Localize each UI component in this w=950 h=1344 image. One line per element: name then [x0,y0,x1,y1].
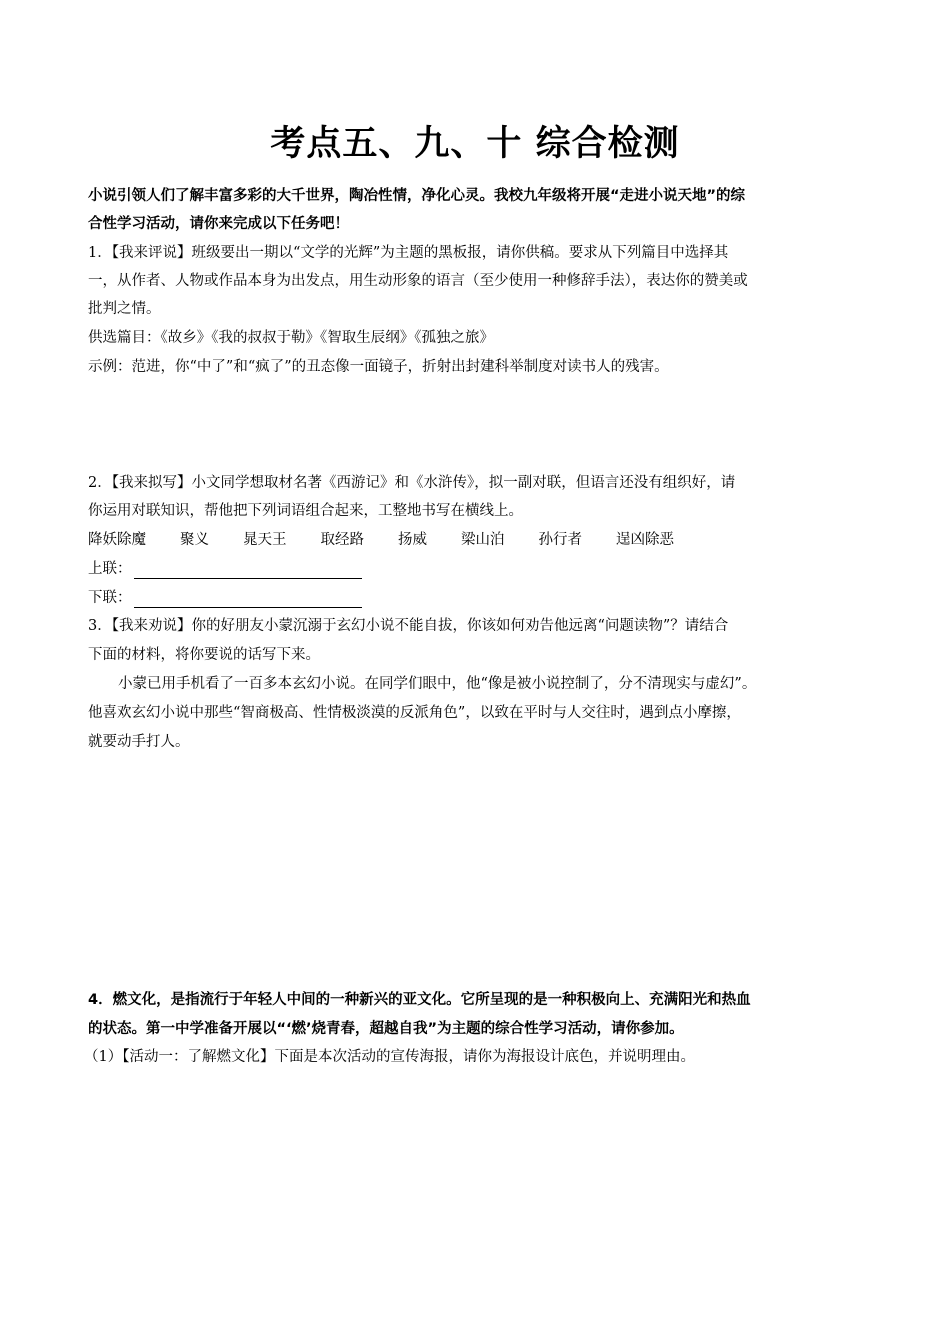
q4-line-2: 的状态。第一中学准备开展以“‘燃’烧青春，超越自我”为主题的综合性学习活动，请你参加。 [88,1021,684,1037]
q3-line-1: 3．【我来劝说】你的好朋友小蒙沉溺于玄幻小说不能自拔，你该如何劝告他远离“问题读物”？请结合 [88,618,729,634]
lower-couplet-blank[interactable] [134,593,362,608]
upper-couplet-label: 上联： [88,561,132,577]
word-item: 取经路 [320,532,364,548]
word-item: 降妖除魔 [88,532,146,548]
page-title: 考点五、九、十 综合检测 [270,124,680,164]
upper-couplet-row [88,559,362,579]
word-item: 梁山泊 [461,532,505,548]
q3-line-2: 下面的材料，将你要说的话写下来。 [88,647,320,663]
q3-material-line-2: 他喜欢玄幻小说中那些“智商极高、性情极淡漠的反派角色”，以致在平时与人交往时，遇到点小摩擦， [88,705,741,721]
lower-couplet-row [88,588,362,608]
upper-couplet-blank[interactable] [134,564,362,579]
q4-sub1: （1）【活动一：了解燃文化】下面是本次活动的宣传海报，请你为海报设计底色，并说明理由。 [84,1049,695,1065]
q1-example: 示例：范进，你“中了”和“疯了”的丑态像一面镜子，折射出封建科举制度对读书人的残害。 [88,359,669,375]
word-item: 晁天王 [243,532,287,548]
q2-line-2: 你运用对联知识，帮他把下列词语组合起来，工整地书写在横线上。 [88,503,523,519]
q2-word-list [88,530,708,550]
q4-line-1: 4．燃文化，是指流行于年轻人中间的一种新兴的亚文化。它所呈现的是一种积极向上、充满阳光和热血 [88,992,751,1008]
lower-couplet-label: 下联： [88,590,132,606]
intro-line-1: 小说引领人们了解丰富多彩的大千世界，陶冶性情，净化心灵。我校九年级将开展“走进小说天地”的综 [88,188,746,204]
q1-options: 供选篇目：《故乡》《我的叔叔于勒》《智取生辰纲》《孤独之旅》 [88,330,494,346]
q1-line-2: 一，从作者、人物或作品本身为出发点，用生动形象的语言（至少使用一种修辞手法），表达你的赞美或 [88,273,748,289]
word-item: 孙行者 [538,532,582,548]
word-item: 逞凶除恶 [616,532,674,548]
intro-line-2: 合性学习活动，请你来完成以下任务吧！ [88,216,349,232]
q1-line-3: 批判之情。 [88,301,161,317]
word-item: 聚义 [180,532,209,548]
q3-material-line-1: 小蒙已用手机看了一百多本玄幻小说。在同学们眼中，他“像是被小说控制了，分不清现实与虚幻”。 [118,676,757,692]
q1-line-1: 1．【我来评说】班级要出一期以“文学的光辉”为主题的黑板报，请你供稿。要求从下列篇目中选择其 [88,245,729,261]
q3-material-line-3: 就要动手打人。 [88,734,190,750]
q2-line-1: 2．【我来拟写】小文同学想取材名著《西游记》和《水浒传》，拟一副对联，但语言还没有组织好，请 [88,475,736,491]
word-item: 扬威 [398,532,427,548]
